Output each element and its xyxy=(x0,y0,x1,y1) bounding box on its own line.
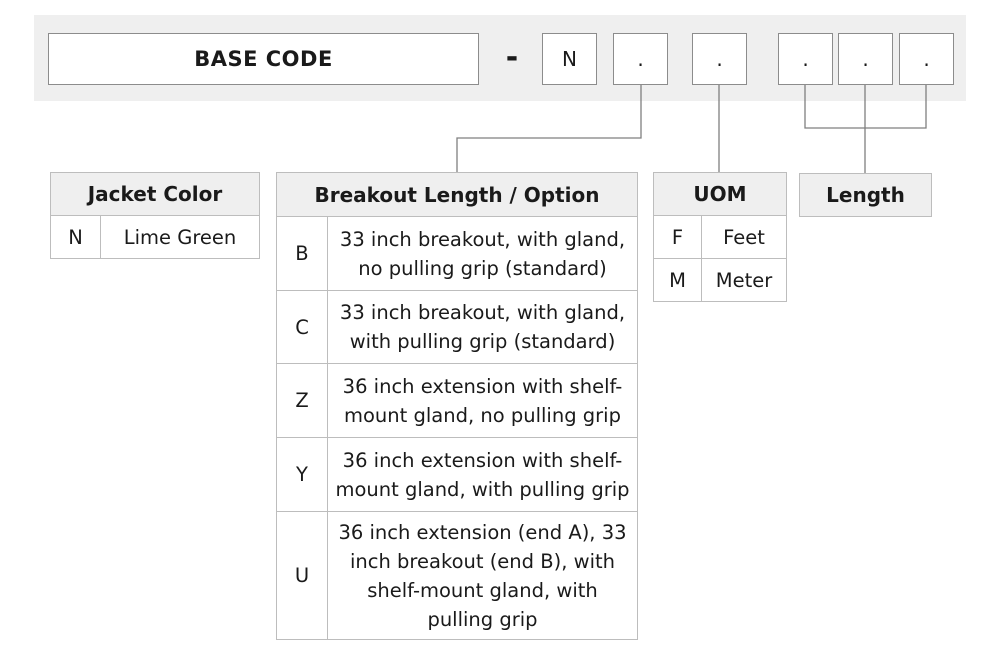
table-row xyxy=(277,217,638,291)
jacket-code: N xyxy=(51,216,101,259)
breakout-desc: 33 inch breakout, with gland, with pulling grip (standard) xyxy=(328,291,638,364)
base-code-box: BASE CODE xyxy=(48,33,479,85)
uom-code: F xyxy=(654,216,702,259)
breakout-desc: 36 inch extension with shelf-mount gland, with pulling grip xyxy=(328,438,638,512)
jacket-color-title: Jacket Color xyxy=(51,173,260,216)
segment-length-3: . xyxy=(899,33,954,85)
code-dash: - xyxy=(505,39,519,75)
breakout-desc: 36 inch extension with shelf-mount gland, no pulling grip xyxy=(328,364,638,438)
breakout-code: U xyxy=(277,512,328,640)
uom-desc: Meter xyxy=(702,259,787,302)
connector-breakout xyxy=(457,85,641,172)
segment-breakout: . xyxy=(613,33,668,85)
jacket-color-table xyxy=(50,172,260,259)
uom-code: M xyxy=(654,259,702,302)
uom-table xyxy=(653,172,787,302)
breakout-desc: 36 inch extension (end A), 33 inch breakout (end B), with shelf-mount gland, with pulling grip xyxy=(328,512,638,640)
breakout-desc: 33 inch breakout, with gland, no pulling grip (standard) xyxy=(328,217,638,291)
breakout-code: C xyxy=(277,291,328,364)
table-row xyxy=(654,259,787,302)
breakout-table xyxy=(276,172,638,640)
length-title: Length xyxy=(800,174,932,217)
breakout-code: Z xyxy=(277,364,328,438)
breakout-code: B xyxy=(277,217,328,291)
segment-uom: . xyxy=(692,33,747,85)
table-row xyxy=(277,438,638,512)
table-row xyxy=(654,216,787,259)
segment-jacket-color: N xyxy=(542,33,597,85)
breakout-code: Y xyxy=(277,438,328,512)
table-row xyxy=(277,512,638,640)
length-table xyxy=(799,173,932,217)
table-row xyxy=(277,291,638,364)
uom-title: UOM xyxy=(654,173,787,216)
table-row xyxy=(277,364,638,438)
uom-desc: Feet xyxy=(702,216,787,259)
breakout-title: Breakout Length / Option xyxy=(277,173,638,217)
jacket-desc: Lime Green xyxy=(101,216,260,259)
segment-length-1: . xyxy=(778,33,833,85)
segment-length-2: . xyxy=(838,33,893,85)
table-row xyxy=(51,216,260,259)
